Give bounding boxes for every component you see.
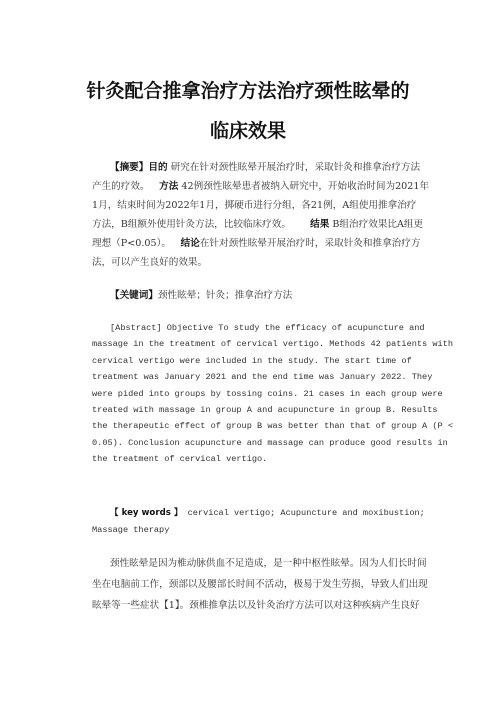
abstract-en-line: massage in the treatment of cervical vertigo. Methods 42 patients with	[92, 339, 453, 350]
keywords-en-text: cervical vertigo; Acupuncture and moxibustion;	[182, 508, 425, 518]
abstract-method-end: 方法，B组额外使用针灸方法，比较临床疗效。	[92, 219, 291, 230]
method-label: 方法	[159, 181, 179, 192]
abstract-objective-end: 产生的疗效。	[92, 181, 150, 192]
title-line-1: 针灸配合推拿治疗方法治疗颈性眩晕的	[86, 80, 410, 102]
abstract-result-text: B组治疗效果比A组更	[329, 219, 424, 230]
keywords-chinese	[92, 286, 422, 305]
abstract-result-end: 理想（P<0.05）。	[92, 238, 172, 249]
abstract-label: 【摘要】目的	[110, 162, 168, 173]
abstract-line-2	[92, 177, 430, 196]
keywords-line	[92, 286, 422, 305]
intro-paragraph	[92, 553, 428, 616]
keywords-text: 颈性眩晕；针灸；推拿治疗方法	[157, 290, 293, 301]
abstract-en-line: treated with massage in group A and acupuncture in group B. Results	[92, 405, 438, 416]
abstract-objective-text: 研究在针对颈性眩晕开展治疗时，采取针灸和推拿治疗方法	[167, 162, 421, 173]
abstract-conclusion-text: 在针对颈性眩晕开展治疗时，采取针灸和推拿治疗方	[199, 238, 421, 249]
abstract-line-1	[92, 158, 422, 177]
intro-line: 眩晕等一些症状【1】。颈椎推拿法以及针灸治疗方法可以对这种疾病产生良好	[92, 600, 420, 611]
keywords-label: 【关键词】	[110, 290, 158, 301]
abstract-en-line: the treatment of cervical vertigo.	[92, 454, 268, 465]
keywords-en-label: 【 key words 】	[110, 508, 183, 518]
abstract-method-text: 42例颈性眩晕患者被纳入研究中，开始收治时间为2021年	[178, 181, 430, 192]
abstract-en-line: were pided into groups by tossing coins. 21 cases in each group were	[92, 388, 443, 399]
abstract-en-line: treatment was January 2021 and the end time was January 2022. They	[92, 372, 433, 383]
keywords-en-line-1	[92, 505, 425, 522]
conclusion-label: 结论	[180, 238, 200, 249]
keywords-english	[92, 505, 425, 539]
abstract-line-6: 法，可以产生良好的效果。	[92, 257, 208, 268]
abstract-line-5	[92, 234, 422, 253]
result-label: 结果	[310, 219, 330, 230]
abstract-chinese	[92, 158, 430, 272]
abstract-en-line: the therapeutic effect of group B was better than that of group A (P <	[92, 421, 453, 432]
abstract-english	[92, 320, 453, 468]
abstract-line-3: 1月，结束时间为2022年1月，掷硬币进行分组，各21例，A组使用推拿治疗	[92, 200, 417, 211]
intro-line: 颈性眩晕是因为椎动脉供血不足造成，是一种中枢性眩晕。因为人们长时间	[110, 558, 427, 569]
abstract-line-4	[92, 215, 422, 234]
abstract-en-line: [Abstract] Objective To study the efficacy of acupuncture and	[110, 323, 425, 333]
abstract-en-line: 0.05). Conclusion acupuncture and massage can produce good results in	[92, 437, 448, 448]
abstract-en-line: cervical vertigo were included in the study. The start time of	[92, 355, 412, 366]
keywords-en-line-2: Massage therapy	[92, 525, 170, 535]
intro-line: 坐在电脑前工作，颈部以及腰部长时间不活动，极易于发生劳损，导致人们出现	[92, 579, 428, 590]
title-line-2: 临床效果	[209, 120, 286, 142]
